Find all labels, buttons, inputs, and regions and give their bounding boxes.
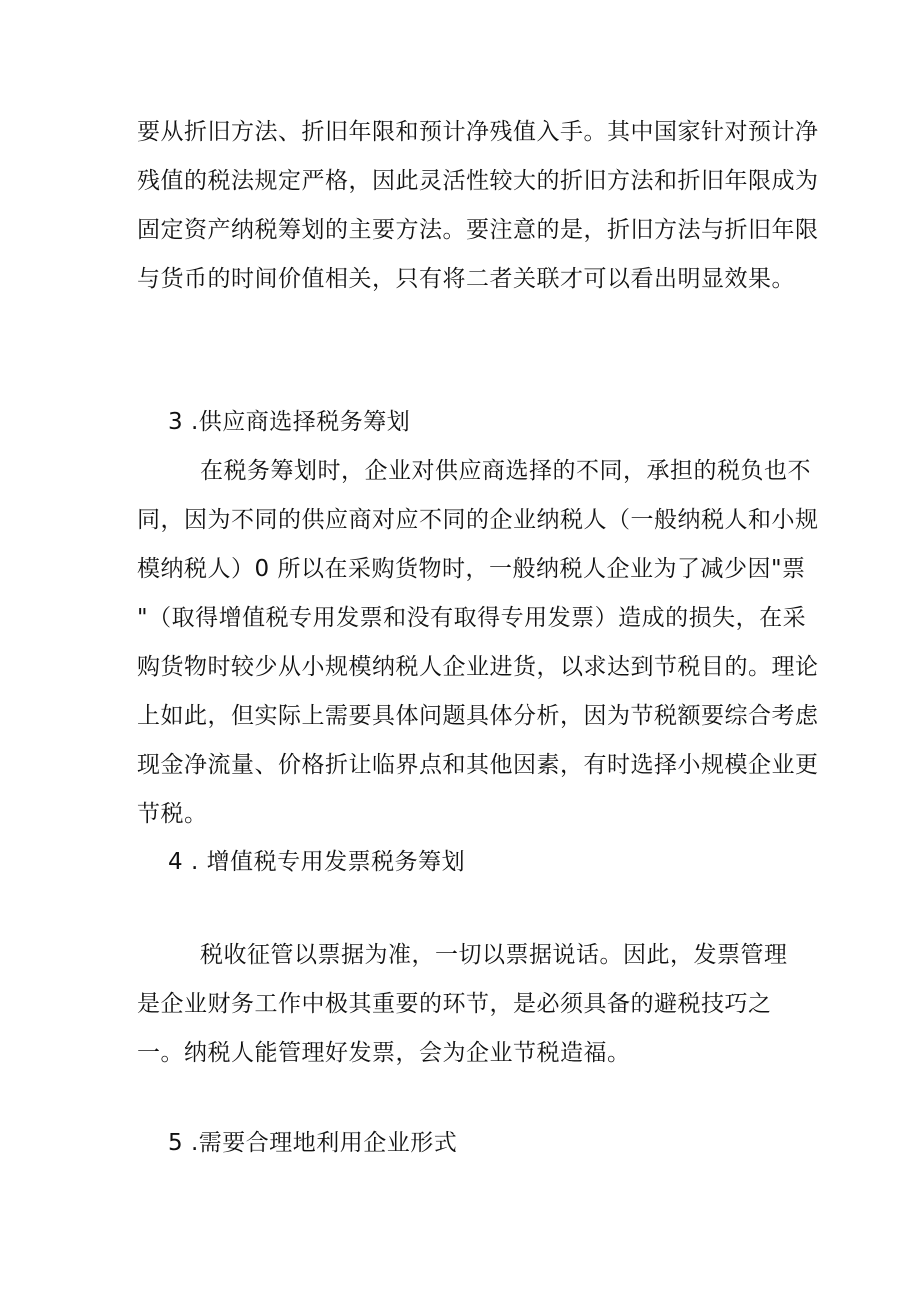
paragraph-line: 模纳税人）0 所以在采购货物时，一般纳税人企业为了减少因"票: [137, 556, 806, 582]
section-heading-5: 5 .需要合理地利用企业形式: [168, 1130, 458, 1156]
paragraph-line: 现金净流量、价格折让临界点和其他因素，有时选择小规模企业更: [137, 752, 819, 778]
paragraph-line: 上如此，但实际上需要具体问题具体分析，因为节税额要综合考虑: [137, 703, 819, 729]
paragraph-line: 在税务筹划时，企业对供应商选择的不同，承担的税负也不: [200, 458, 811, 484]
paragraph-line: 残值的税法规定严格，因此灵活性较大的折旧方法和折旧年限成为: [137, 168, 819, 194]
paragraph-line: "（取得增值税专用发票和没有取得专用发票）造成的损失，在采: [137, 605, 807, 631]
paragraph-line: 购货物时较少从小规模纳税人企业进货，以求达到节税目的。理论: [137, 654, 819, 680]
section-heading-3: 3 .供应商选择税务筹划: [168, 409, 411, 435]
paragraph-line: 同，因为不同的供应商对应不同的企业纳税人（一般纳税人和小规: [137, 507, 819, 533]
paragraph-line: 与货币的时间价值相关，只有将二者关联才可以看出明显效果。: [137, 266, 795, 292]
paragraph-line: 税收征管以票据为准，一切以票据说话。因此，发票管理: [200, 942, 788, 968]
paragraph-line: 要从折旧方法、折旧年限和预计净残值入手。其中国家针对预计净: [137, 119, 819, 145]
paragraph-line: 是企业财务工作中极其重要的环节，是必须具备的避税技巧之: [137, 991, 772, 1017]
paragraph-line: 固定资产纳税筹划的主要方法。要注意的是，折旧方法与折旧年限: [137, 217, 819, 243]
paragraph-line: 节税。: [137, 801, 208, 827]
section-heading-4: 4 . 增值税专用发票税务筹划: [168, 849, 466, 875]
paragraph-line: 一。纳税人能管理好发票，会为企业节税造福。: [137, 1040, 631, 1066]
